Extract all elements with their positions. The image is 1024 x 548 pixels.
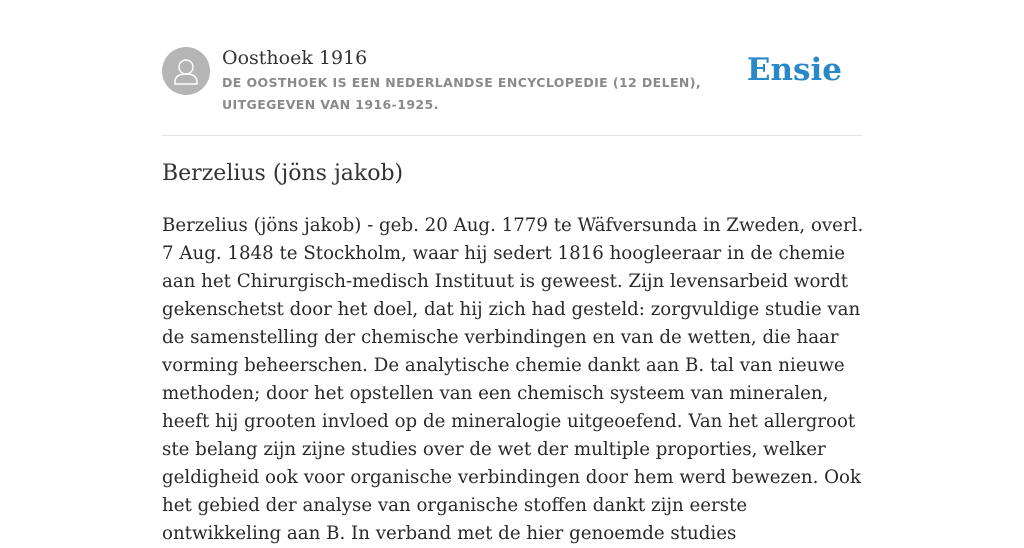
entry-body: Berzelius (jöns jakob) - geb. 20 Aug. 1779 te Wäfversunda in Zweden, overl. 7 Aug. 1848 te Stockholm, waar hij sedert 1816 hoogleeraar in de chemie aan het Chirurgisch-medisch Instituut is geweest. Zijn levensarbeid wordt gekenschetst door het doel, dat hij zich had gesteld: zorgvuldige studie van de samenstelling der chemische verbindingen en van de wetten, die haar vorming beheerschen. De analytische chemie dankt aan B. tal van nieuwe methoden; door het opstellen van een chemisch systeem van mineralen, heeft hij grooten invloed op de mineralogie uitgeoefend. Van het allergroot ste belang zijn zijne studies over de wet der multiple proporties, welker geldigheid ook voor organische verbindingen door hem werd bewezen. Ook het gebied der analyse van organische stoffen dankt zijn eerste ontwikkeling aan B. In verband met de hier genoemde studies	[162, 215, 864, 544]
source-header	[162, 45, 862, 135]
source-avatar[interactable]	[162, 47, 210, 95]
source-description: DE OOSTHOEK IS EEN NEDERLANDSE ENCYCLOPEDIE (12 DELEN), UITGEGEVEN VAN 1916-1925.	[222, 75, 702, 112]
source-name[interactable]: Oosthoek 1916	[222, 47, 368, 69]
ensie-logo[interactable]: Ensie	[746, 52, 842, 88]
entry-title: Berzelius (jöns jakob)	[162, 161, 404, 186]
user-silhouette-icon	[162, 47, 210, 95]
header-divider	[162, 135, 862, 136]
